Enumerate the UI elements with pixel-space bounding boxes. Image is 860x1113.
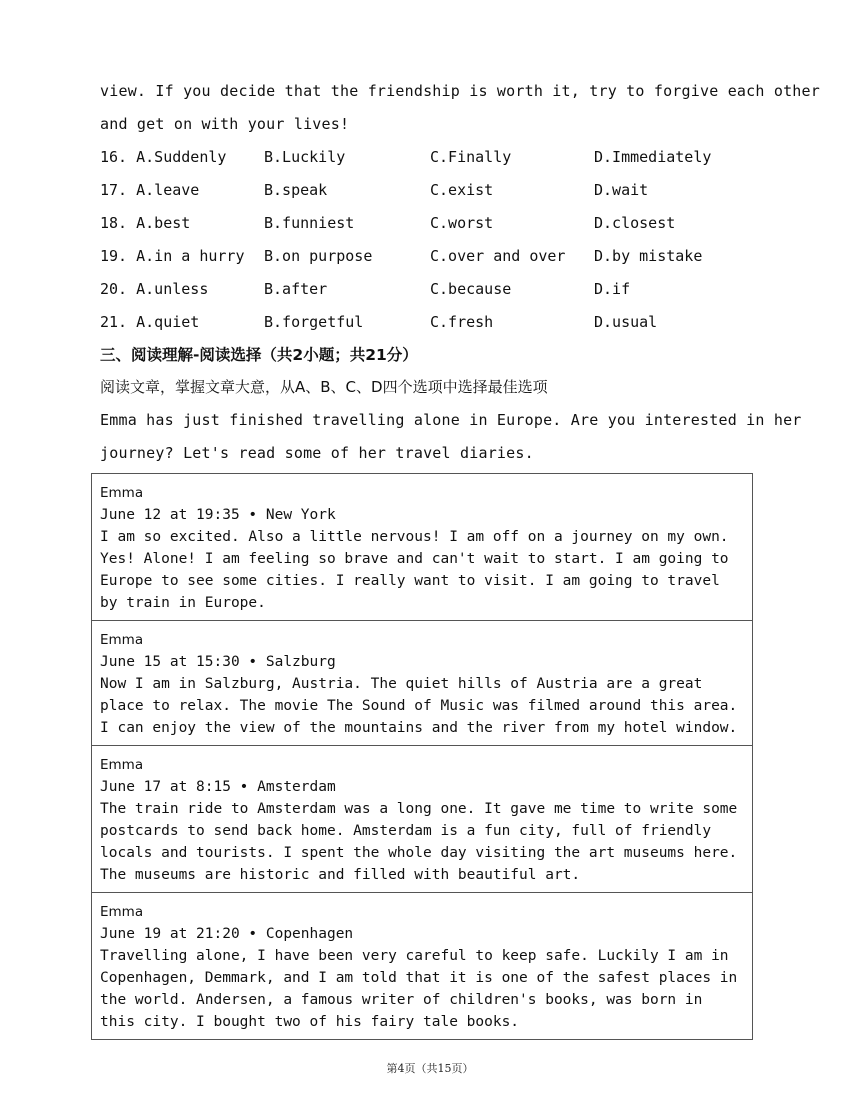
diary-text: I am so excited. Also a little nervous! I am off on a journey on my own. Yes! Alone! I am feeling so brave and can't wait to start. I am going to Europe to see some cities. I really want to visit. I am going to travel by train in Europe. [100, 529, 729, 611]
intro-line-2: journey? Let's read some of her travel diaries. [100, 444, 534, 462]
question-number-a: 16. A.Suddenly [100, 148, 227, 166]
intro-line-1: Emma has just finished travelling alone in Europe. Are you interested in her [100, 411, 802, 429]
question-number-a: 19. A.in a hurry [100, 247, 245, 265]
diary-entry [92, 893, 753, 1040]
question-number-a: 20. A.unless [100, 280, 209, 298]
question-row-21 [100, 313, 780, 333]
option-b: B.after [264, 280, 328, 298]
question-row-16 [100, 148, 780, 168]
diary-text: The train ride to Amsterdam was a long one. It gave me time to write some postcards to send back home. Amsterdam is a fun city, full of friendly locals and tourists. I spent the whole day visiting the art museums here. The museums are historic and filled with beautiful art. [100, 801, 738, 883]
option-c: C.worst [430, 214, 494, 232]
diary-header: June 15 at 15:30 • Salzburg [100, 654, 336, 670]
diary-header: June 17 at 8:15 • Amsterdam [100, 779, 336, 795]
option-c: C.because [430, 280, 512, 298]
option-d: D.usual [594, 313, 658, 331]
diary-text: Now I am in Salzburg, Austria. The quiet hills of Austria are a great place to relax. The movie The Sound of Music was filmed around this area. I can enjoy the view of the mountains and the river from my hotel window. [100, 676, 738, 736]
question-row-17 [100, 181, 780, 201]
diary-author: Emma [100, 485, 144, 501]
question-number-a: 21. A.quiet [100, 313, 200, 331]
option-d: D.closest [594, 214, 676, 232]
diary-text: Travelling alone, I have been very careful to keep safe. Luckily I am in Copenhagen, Demmark, and I am told that it is one of the safest places in the world. Andersen, a famous writer of children's books, was born in this city. I bought two of his fairy tale books. [100, 948, 738, 1030]
question-row-18 [100, 214, 780, 234]
option-d: D.Immediately [594, 148, 712, 166]
option-b: B.Luckily [264, 148, 346, 166]
section-instruction: 阅读文章，掌握文章大意，从A、B、C、D四个选项中选择最佳选项 [100, 378, 548, 396]
passage-line-2: and get on with your lives! [100, 115, 350, 133]
diary-header: June 19 at 21:20 • Copenhagen [100, 926, 354, 942]
diary-author: Emma [100, 904, 144, 920]
option-d: D.wait [594, 181, 649, 199]
question-row-19 [100, 247, 780, 267]
option-d: D.by mistake [594, 247, 703, 265]
option-d: D.if [594, 280, 631, 298]
option-b: B.forgetful [264, 313, 364, 331]
question-number-a: 17. A.leave [100, 181, 200, 199]
option-c: C.fresh [430, 313, 494, 331]
option-b: B.speak [264, 181, 328, 199]
question-row-20 [100, 280, 780, 300]
option-c: C.Finally [430, 148, 512, 166]
diary-entry [92, 746, 753, 893]
question-number-a: 18. A.best [100, 214, 191, 232]
option-b: B.on purpose [264, 247, 373, 265]
passage-line-1: view. If you decide that the friendship is worth it, try to forgive each other [100, 82, 820, 100]
diary-header: June 12 at 19:35 • New York [100, 507, 336, 523]
diary-table [91, 473, 753, 1040]
diary-author: Emma [100, 632, 144, 648]
diary-author: Emma [100, 757, 144, 773]
option-b: B.funniest [264, 214, 355, 232]
section-heading: 三、阅读理解-阅读选择（共2小题；共21分） [100, 346, 418, 364]
option-c: C.exist [430, 181, 494, 199]
diary-entry [92, 474, 753, 621]
page-footer: 第4页（共15页） [386, 1062, 474, 1075]
option-c: C.over and over [430, 247, 566, 265]
diary-entry [92, 621, 753, 746]
